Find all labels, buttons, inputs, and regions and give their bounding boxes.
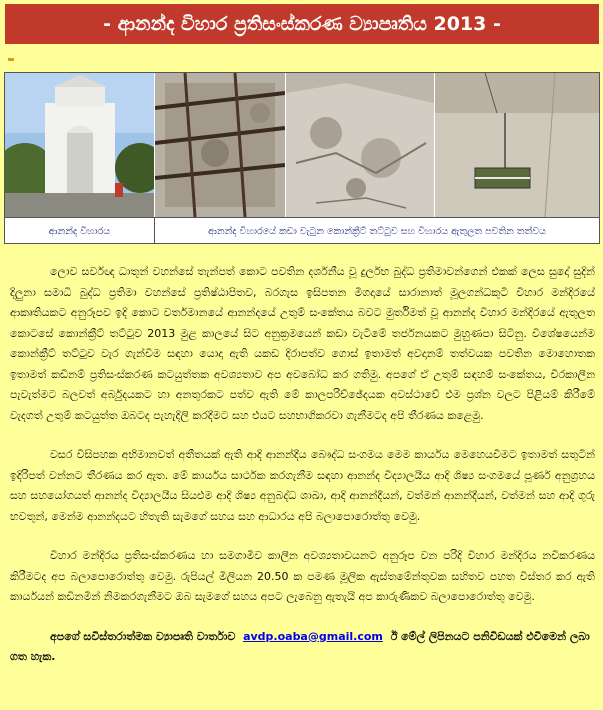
contact-lead: අපගේ සවිස්තරාත්මක ව්‍යාපෘති වාර්තාව (50, 629, 236, 643)
contact-tail: ඊ මේල් ලිපිනයට පනිවිඩයක් එවීමෙන් ලබා ගත හැක. (10, 629, 590, 663)
temple-photo (5, 73, 154, 217)
decorative-mark (8, 58, 14, 61)
temple-caption: ආනන්ද විහාරය (5, 218, 155, 244)
email-link[interactable]: avdp.oaba@gmail.com (243, 629, 383, 643)
photo-strip (4, 72, 600, 244)
paragraph-intro: ලොව සර්වඥ ධාතූන් වහන්සේ තැන්පත් කොට පවතින දර්ශනීය වූ දුර්ලභ බුද්ධ ප්‍රතිමාවන්ගෙන් එකක් ලෙස සුදෝ සුදින් දිලුනා සමාධි බුද්ධ ප්‍රතිමා වහන්සේ ප්‍රතිෂ්ඨාපිතව, බරගැස ඉසිපතන මිගදායේ සාරානාත් මූලගන්ධකුටි විහාර මන්දිරයේ ආකෘතියකට අනුරූපව ඉදි කොට වර්තමානයේ ආනන්දයේ උතුම් සංකේතය බවට මුර්තිමත් වූ ආනන්ද විහාර මන්දිරයේ ඇතුලත කොටසේ කොන්ක්‍රීට් තට්ටුව 2013 මුළ කාලයේ සිට අනුක්‍රමයෙන් කඩා වැටීමේ තර්ජනයකට මුහුණපා සිටිනු. විශේෂයෙන්ම කොන්ක්‍රීට් තට්ටුව වැර ගැන්වීම සඳහා යොදා ඇති යකඩ දිරාපත්ව ගොස් ඉතාමත් අවදානම් තත්වයක පවතින මොහොතක ඉතාමත් කඩිනම් ප්‍රතිසංස්කරණ කටයුත්තක අවශ්‍යතාව අප අවබෝධ කර ගතිමු. අපගේ ඒ උතුම් සඳහම් සංකේතය, චිරකාලීන පැවැත්මට බලවත් අර්බුදයකට හා අනතුරකට පත්ව ඇති මේ කාලපරිච්ඡේදයක අවස්ථාවේ එම ප්‍රශ්න වලට පිළියම් කිරීමේ වැදගත් උතුම් කටයුත්ත ඔබටද පැහැදිලි කරදීමට සහ එයට සහභාගිකරවා ගැනීමටද අපි තීරණය කළෙමු. (10, 265, 595, 422)
paragraph-association: වසර විසිපහක අභිමානවත් අතීතයක් ඇති ආදි ආනන්දීය බෞද්ධ සංගමය මෙම කාර්යය මෙහෙයවීමට ඉතාමත් සතුටින් ඉදිරිපත් වන්නට තීරණය කර ඇත. මේ කාර්යය සාර්ථක කරගැනීම සඳහා ආනන්ද විද්‍යාලයීය ආදි ශිෂ්‍ය සංගමයේ පූර්ණ අනුග්‍රහය සහ සහයෝගයත් ආනන්ද විද්‍යාලයීය සියළුම ආදි ශිෂ්‍ය අනුබද්ධ ශාඛා, ආදි ආනන්දීයන්, වත්මන් ආනන්දීයන්, වත්මන් සහ ආදි ගුරු භවතුන්, මෙන්ම ආනන්දයට හිතැති සැමගේ සහය සහ ආධාරය අපි බලාපොරොත්තු වෙමු. (10, 448, 595, 523)
page-title: - ආනන්ද විහාර ප්‍රතිසංස්කරණ ව්‍යාපෘතිය 2013 - (103, 13, 501, 35)
title-banner (5, 4, 599, 44)
ceiling-photo (286, 73, 434, 217)
interior-photo (435, 73, 599, 217)
damage-caption: ආනන්ද විහාරයේ කඩා වැටුන කොන්ක්‍රීට් තට්ටුව සහ විහාරය ඇතුලත පවතින තත්වය (208, 225, 546, 237)
caption-row (5, 217, 599, 244)
paragraph-modernization: විහාර මන්දිරය ප්‍රතිසංස්කරණය හා සමගාමීව කාලීන අවශ්‍යතාවයනට අනුරූප වන පරිදි විහාර මන්දිරය නවීකරණය කිරීමටද අප බලාපොරොත්තු වෙමු. රුපියල් මිලියන 20.50 ක පමණ මූලික ඇස්තමේන්තුවක සහිතව පහත විස්තර කර ඇති කාර්යයන් කඩිනමින් නිමකරගැනීමට ඔබ සැමගේ සහය අපට ලැබෙනු ඇතැයි අප කාරුණිකව බලාපොරොත්තු වෙමු. (10, 549, 595, 603)
article-body (10, 262, 595, 668)
contact-line (10, 627, 595, 668)
rebar-photo (155, 73, 285, 217)
